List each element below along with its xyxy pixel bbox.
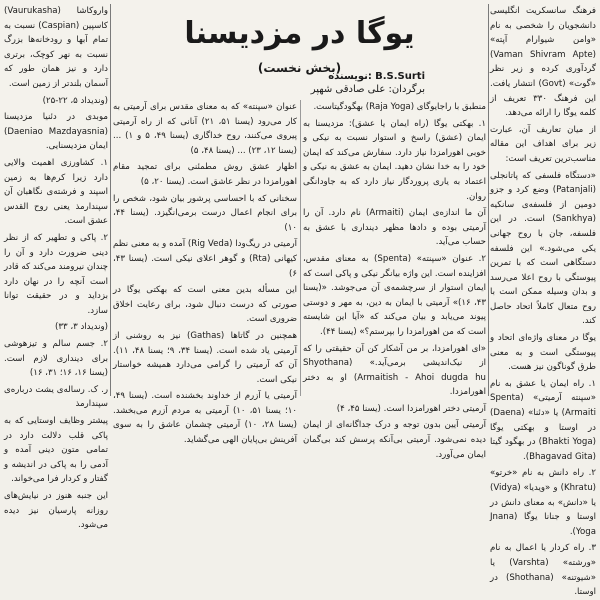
paragraph: آرمیتی یا آزرم از خداوند بخشنده است. (یسنا ۴۹، ۱۰؛ یسنا ۵۱، ۱۰) آرمیتی به مردم آزرم می‌بخشد. (یسنا ۲۸، ۱۰) آرمیتی چشمان عاشق را به سوی آفرینش بی‌پایان الهی می‌گشاید.: [113, 391, 297, 446]
paragraph: ۱. کشاورزی اهمیت والایی دارد زیرا کرم‌ها به زمین اسپند و فرشته‌ی نگاهبان آن سپندارمذ یعنی روح القدس عشق است.: [4, 157, 108, 227]
author-name: B.S.Surti: [375, 71, 425, 82]
paragraph: پیشتر وظایف اوستایی که به پاکی قلب دلالت دارد در تمامی متون دینی آمده و آدمی را به پاکی در اندیشه و گفتار و کردار فرا می‌خواند.: [4, 416, 108, 485]
paragraph: ۲. عنوان «سپنته» (Spenta) به معنای مقدس، افزاینده است. این واژه بیانگر نیکی و پاکی است که ایمان استوار از سرچشمه‌ی آن می‌جوشد. «(یسنا ۴۳، ۱۶)» آرمیتی با ایمان به دین، به مهر و دوستی پیوند می‌یابد و بیان می‌کند که «آیا این شایسته است که من اهورامزدا را بپرستم؟» (یسنا ۴۴).: [303, 253, 486, 337]
paragraph: آن ما اندازه‌ی ایمان (Armaiti) نام دارد. آن را آرمیتی بوده و دادها مظهر دینداری با عشق به حساب می‌آید.: [303, 208, 486, 248]
paragraph: ۲. پاکی و تطهیر که از نظر دینی ضرورت دارد و آن را چندان نیرومند می‌کند که قادر است آنچه را در نهان دارد بزداید و در حقیقت توانا سازد.: [4, 232, 108, 316]
author-label: نویسنده:: [328, 71, 372, 82]
paragraph: واروکاشا (Vaurukasha) کاسپین (Caspian) نسبت به تمام آبها و رودخانه‌ها بزرگ نسبت به نهر کوچک، برتری دارد و نیز همان طور که آسمان بلندتر از زمین است.: [4, 6, 108, 89]
translator-line: برگردان: علی صادقی شهپر: [310, 84, 425, 95]
paragraph: آرمیتی دختر اهورامزدا است. (یسنا ۴۵، ۴): [336, 403, 486, 414]
paragraph: ر. ک. رساله‌ی یشت درباره‌ی سپندارمذ: [4, 384, 108, 410]
paragraph: سخنانی که با احساسی پرشور بیان شود، شخص را برای انجام اعمال درست برمی‌انگیزد. (یسنا ۴۴، ۱۰): [113, 193, 297, 233]
paragraph: ۲. راه دانش به نام «خرتو» (Khratu) و «ویدیا» (Vidya) یا «دانش» به معنای دانش در اوستا و جنانا یوگا (Jnana Yoga).: [490, 468, 596, 537]
paragraph: ۲. جسم سالم و تیزهوشی برای دینداری لازم است. (یسنا ۱۶، ۱۶؛ ۳۱، ۱۶): [4, 339, 108, 379]
paragraph: آرمیتی در ریگ‌ودا (Rig Veda) آمده و به معنی نظم کیهانی (Rta) و گوهر اعلای نیکی است. (یسنا ۴۳، ۶): [113, 239, 297, 279]
paragraph: (وندیداد ۳، ۳۳): [55, 322, 108, 333]
paragraph: این مسأله بدین معنی است که بهکتی یوگا در صورتی که درست دنبال شود، برای رعایت اخلاق ضروری است.: [113, 285, 297, 325]
paragraph: یوگا در معنای واژه‌ای اتحاد و پیوستگی است و به معنی طرق گوناگون نیز هست.: [490, 333, 596, 373]
paragraph: «دستگاه فلسفی که پاتانجلی (Patanjali) وضع کرد و جزو دومین از فلسفه‌ی سانکیه (Sankhya) است. در این فلسفه، جان با روح جهانی یکی می‌شود.» این فلسفه دستگاهی است که با تمرین پیوستگی با روح اعلا می‌رسد و بدان وسیله ممکن است با روح متعال کاملاً اتحاد حاصل کند.: [490, 170, 596, 327]
paragraph: عنوان «سپنته» که به معنای مقدس برای آرمیتی به کار می‌رود (یسنا ۵۱، ۲۱) آنانی که از راه آرمیتی پیروی می‌کنند، روح خداگاری (یسنا ۴۹، ۵ و ۱) ... (یسنا ۱۲، ۲۳) ... (یسنا ۴۸، ۵): [113, 102, 298, 156]
column-left: [4, 4, 108, 531]
paragraph: «ای اهورامزدا، بر من آشکار کن آن حقیقتی را که از نیک‌اندیشی برمی‌آید.» (Shyothana Armaitish - Ahoi dugda hu) او به دختر اهورامزدا.: [303, 343, 486, 398]
paragraph: فرهنگ سانسکریت انگلیسی دانشجویان را شخصی به نام «وامن شیوارام آپته» (Vaman Shivram Apte) گردآوری کرده و زیر نظر «گوت» (Govt) انتشار یافت. این فرهنگ ۳۳۰ تعریف از کلمه یوگا را ارائه می‌دهد.: [490, 6, 596, 119]
column-divider: [110, 4, 111, 396]
byline: [265, 70, 425, 96]
paragraph: منطبق با راجایوگای (Raja Yoga) بهگودگیتاست.: [313, 102, 486, 112]
column-middle-left: [113, 100, 298, 446]
paragraph: آرمیتی آیین بدون توجه و درک جداگانه‌ای از ایمان دیده نمی‌شود. آرمیتی بی‌آنکه پرسش کند بی‌گمان ایمان می‌آورد.: [303, 420, 486, 460]
column-middle-right: [303, 100, 486, 460]
paragraph: ۱. راه ایمان یا عشق به نام «سپنته آرمیتی» (Spenta Armaiti) یا «دئنا» (Daena) در اوستا و بهکتی یوگا (Bhakti Yoga) در بهگود گیتا (Bhagavad Gita).: [490, 378, 596, 462]
paragraph: از میان تعاریف آن، عبارت زیر برای اهداف این مقاله مناسب‌ترین تعریف است:: [490, 124, 596, 164]
paragraph: همچنین در گاتاها (Gathas) نیز به روشنی از آرمیتی یاد شده است. (یسنا ۳۴، ۹؛ یسنا ۴۸، ۱۱). آن که آرمیتی را گرامی می‌دارد همیشه خواستار نیکی است.: [113, 330, 297, 385]
paragraph: این جنبه هنوز در نیایش‌های روزانه پارسیان نیز دیده می‌شود.: [4, 491, 108, 531]
article-title: یوگا در مزدیسنا: [184, 16, 415, 51]
paragraph: (وندیداد ۵، ۲۲-۲۵): [42, 95, 108, 106]
paragraph: موبدی در دئنیا مزدیسنا (Daeniao Mazdayasnia) ایمان مزدیسنایی.: [4, 112, 108, 152]
paragraph: ۳. راه کردار یا اعمال به نام «ورشته» (Varshta) یا «شیوتنه» (Shothana) در اوستا.: [490, 543, 596, 598]
author-line: [265, 70, 425, 83]
column-right: [490, 4, 596, 598]
paragraph: اظهار عشق روش مطمئنی برای تمجید مقام اهورامزدا در نظر عاشق است. (یسنا ۲۰، ۵): [113, 162, 297, 187]
column-divider: [300, 100, 301, 396]
column-divider: [488, 4, 489, 396]
article-subtitle: (بخش نخست): [257, 61, 342, 75]
paragraph: ۱. بهکتی یوگا (راه ایمان یا عشق): مزدیسنا به ایمان (عشق) راسخ و استوار نسبت به نیکی و خوبی اهورامزدا نیاز دارد. سفارش می‌کند که ایمان خود را به خدا نشان دهید. ایمان به عشق به نیکی و اعتماد به یاری پروردگار نیاز دارد که به جاودانگی روان.: [303, 118, 486, 202]
